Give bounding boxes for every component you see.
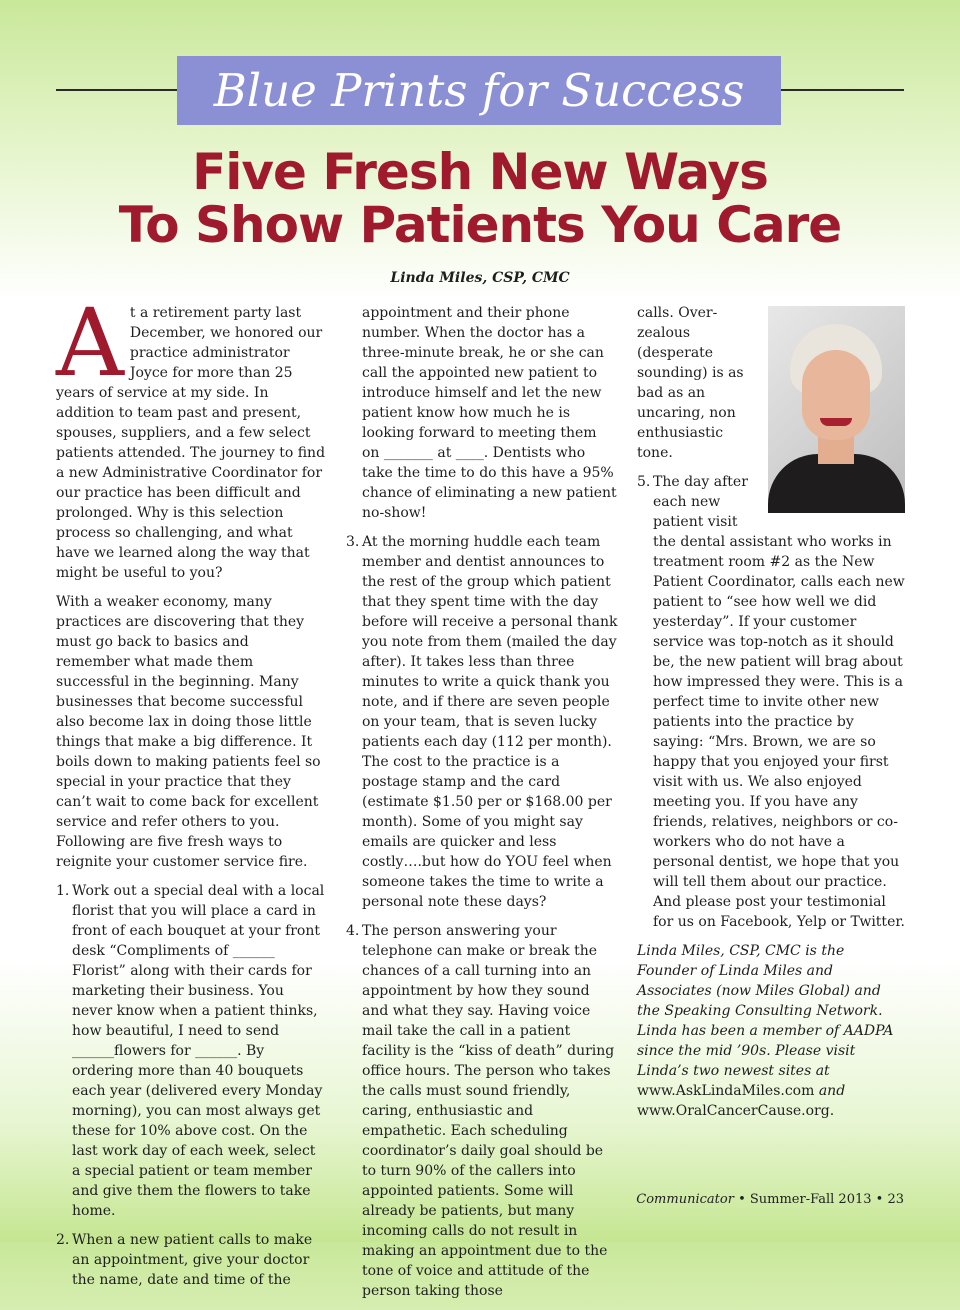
item-number: 4. xyxy=(346,923,360,939)
drop-cap: A xyxy=(56,289,124,398)
banner-rule-left xyxy=(56,89,180,91)
list-item xyxy=(346,532,618,912)
section-banner xyxy=(177,56,781,125)
item-text: The person answering your telephone can make or break the chances of a call turning into an appointment by how they sound and what they say. Having voice mail take the call in a patient facility is the “kiss of death” during office hours. The person who takes the calls must sound friendly, caring, enthusiastic and empathetic. Each scheduling coordinator’s daily goal should be to turn 90% of the callers into appointed patients. Some will already be patients, but many incoming calls do not result in making an appointment due to the tone of voice and attitude of the person taking those xyxy=(362,923,615,1299)
column-1 xyxy=(56,289,326,1299)
website-link-1[interactable]: www.AskLindaMiles.com xyxy=(637,1083,815,1099)
item-number: 3. xyxy=(346,534,360,550)
intro-text: t a retirement party last December, we honored our practice administrator Joyce for more than 25 years of service at my side. In addition to team past and present, spouses, suppliers, and a few select patients attended. The journey to find a new Administrative Coordinator for our practice has been difficult and prolonged. Why is this selection process so challenging, and what have we learned along the way that might be useful to you? xyxy=(56,305,326,581)
website-link-2[interactable]: www.OralCancerCause.org. xyxy=(637,1103,835,1119)
item-text: The day after each new patient visit the dental assistant who works in treatment room #2 as the New Patient Coordinator, calls each new patient to “see how well we did yesterday”. If your customer service was top-notch as it should be, the new patient will brag about how impressed they were. This is a perfect time to invite other new patients into the practice by saying: “Mrs. Brown, we are so happy that you enjoyed your first visit with us. We also enjoyed meeting you. If you have any friends, relatives, neighbors or co-workers who do not have a personal dentist, we hope that you will tell them about our practice. And please post your testimonial for us on Facebook, Yelp or Twitter. xyxy=(653,474,905,930)
item-text: calls. Over-zealous (desperate sounding) is as bad as an uncaring, non enthusiastic tone. xyxy=(637,305,744,461)
list-item xyxy=(637,472,905,932)
page-footer xyxy=(636,1192,904,1207)
paragraph-2: With a weaker economy, many practices are discovering that they must go back to basics and remember what made them successful in the beginning. Many businesses that become successful also become lax in doing those little things that make a big difference. It boils down to making patients feel so special in your practice that they can’t wait to come back for excellent service and refer others to you. Following are five fresh ways to reignite your customer service fire. xyxy=(56,594,321,870)
item-text: When a new patient calls to make an appointment, give your doctor the name, date and time of the xyxy=(72,1232,313,1288)
item-number: 5. xyxy=(637,474,651,490)
item-text: Work out a special deal with a local florist that you will place a card in front of each bouquet at your front desk “Compliments of ______ Florist” along with their cards for marketing their business. You never know when a patient thinks, how beautiful, I need to send ______flowers for ______. By ordering more than 40 bouquets each year (delivered every Monday morning), you can most always get these for 10% above cost. On the last work day of each week, select a special patient or team member and give them the flowers to take home. xyxy=(72,883,325,1219)
item-number: 1. xyxy=(56,883,70,899)
banner-title: Blue Prints for Success xyxy=(213,64,745,117)
list-item xyxy=(56,881,326,1221)
author-byline: Linda Miles, CSP, CMC xyxy=(390,270,570,286)
column-2 xyxy=(346,303,618,1310)
list-item-continued xyxy=(637,303,905,463)
headline-line-1: Five Fresh New Ways xyxy=(192,143,768,201)
publication-name: Communicator xyxy=(636,1192,734,1207)
author-bio xyxy=(637,941,905,1121)
intro-paragraph xyxy=(56,289,326,583)
list-item-continued xyxy=(346,303,618,523)
list-item xyxy=(346,921,618,1301)
tips-list-part-3 xyxy=(637,303,905,932)
tips-list-part-2 xyxy=(346,303,618,1301)
bio-and: and xyxy=(818,1083,846,1099)
headline-line-2: To Show Patients You Care xyxy=(118,196,842,254)
column-3 xyxy=(637,303,905,1130)
tips-list-part-1 xyxy=(56,881,326,1290)
item-number: 2. xyxy=(56,1232,70,1248)
banner-rule-right xyxy=(780,89,904,91)
bio-text: Linda Miles, CSP, CMC is the Founder of Linda Miles and Associates (now Miles Global) and the Speaking Consulting Network. Linda has been a member of AADPA since the mid ’90s. Please visit Linda’s two newest sites at xyxy=(637,943,894,1079)
item-text: At the morning huddle each team member and dentist announces to the rest of the group which patient that they spent time with the day before will receive a personal thank you note from them (mailed the day after). It takes less than three minutes to write a quick thank you note, and if there are seven people on your team, that is seven lucky patients each day (112 per month). The cost to the practice is a postage stamp and the card (estimate $1.50 per or $168.00 per month). Some of you might say emails are quicker and less costly….but how do YOU feel when someone takes the time to write a personal note these days? xyxy=(362,534,618,910)
item-text: appointment and their phone number. When the doctor has a three-minute break, he or she can call the appointed new patient to introduce himself and let the new patient know how much he is looking forward to meeting them on _______ at ____. Dentists who take the time to do this have a 95% chance of eliminating a new patient no-show! xyxy=(362,305,617,521)
issue-info: • Summer-Fall 2013 • 23 xyxy=(738,1192,904,1207)
list-item xyxy=(56,1230,326,1290)
